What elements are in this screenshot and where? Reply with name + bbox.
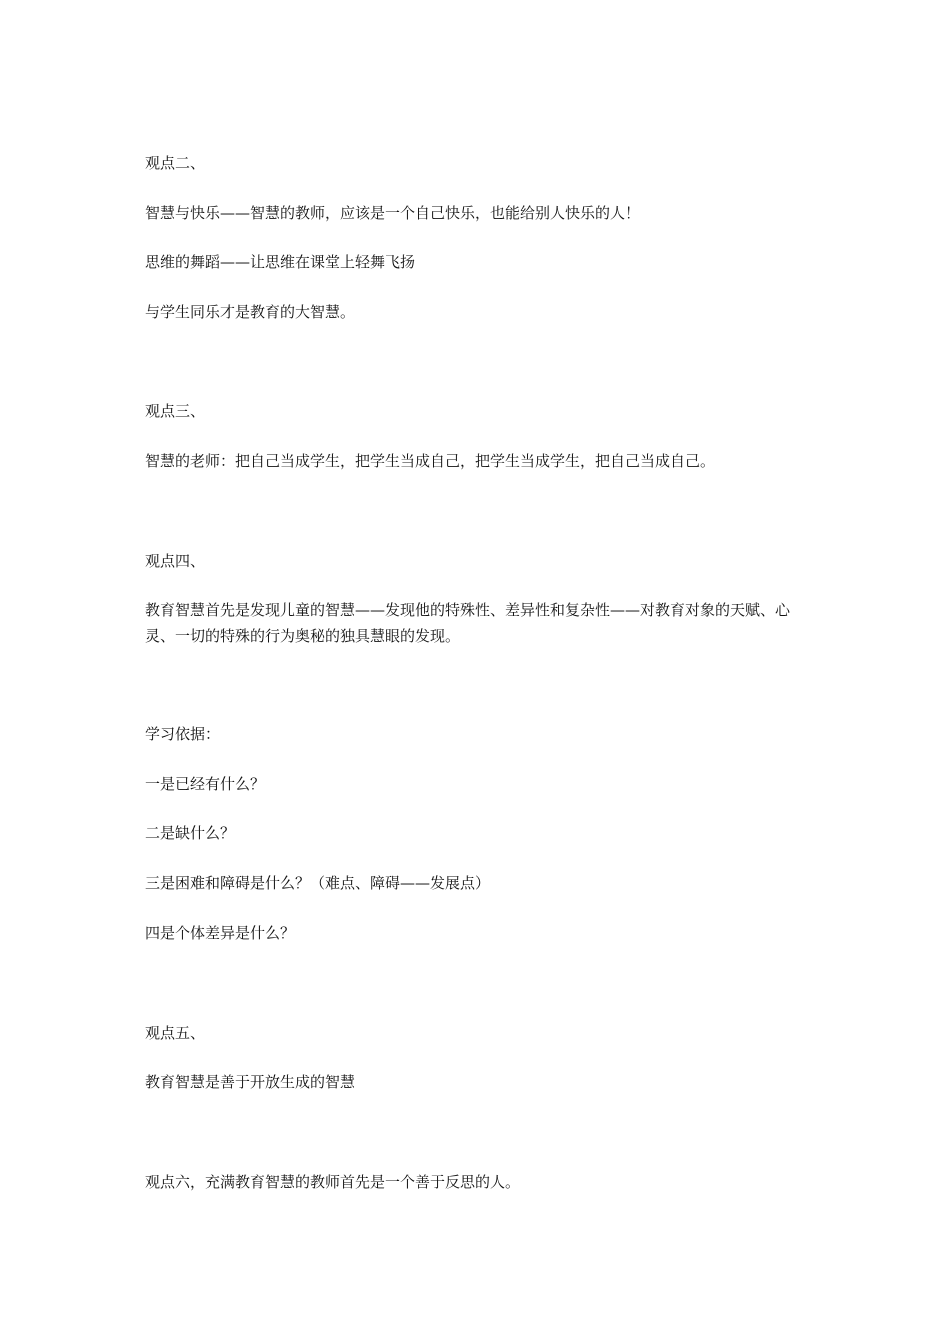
list-item: 二是缺什么？: [145, 824, 236, 842]
section-heading-3: 观点三、: [145, 402, 206, 420]
section-heading-4: 观点四、: [145, 552, 206, 570]
paragraph: 思维的舞蹈——让思维在课堂上轻舞飞扬: [145, 253, 416, 271]
paragraph: 教育智慧首先是发现儿童的智慧——发现他的特殊性、差异性和复杂性——对教育对象的天赋、心灵、一切的特殊的行为奥秘的独具慧眼的发现。: [145, 601, 791, 645]
list-item: 四是个体差异是什么？: [145, 924, 296, 942]
paragraph: 与学生同乐才是教育的大智慧。: [145, 303, 356, 321]
section-heading-5: 观点五、: [145, 1024, 206, 1042]
section-heading-6: 观点六，充满教育智慧的教师首先是一个善于反思的人。: [145, 1173, 521, 1191]
paragraph: 教育智慧是善于开放生成的智慧: [145, 1073, 356, 1091]
section-heading-2: 观点二、: [145, 154, 206, 172]
section-heading-study-basis: 学习依据：: [145, 725, 221, 743]
paragraph: 智慧的老师：把自己当成学生，把学生当成自己，把学生当成学生，把自己当成自己。: [145, 452, 716, 470]
list-item: 一是已经有什么？: [145, 775, 266, 793]
paragraph: 智慧与快乐——智慧的教师，应该是一个自己快乐，也能给别人快乐的人！: [145, 204, 641, 222]
list-item: 三是困难和障碍是什么？（难点、障碍——发展点）: [145, 874, 491, 892]
